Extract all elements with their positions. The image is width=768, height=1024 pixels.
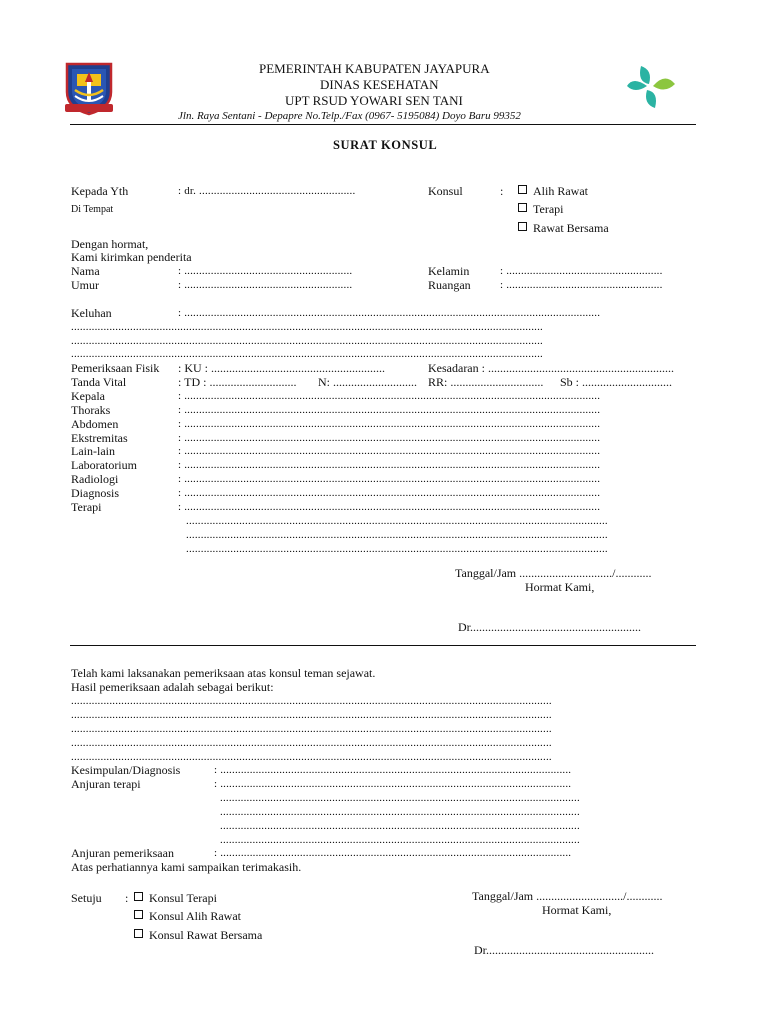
reply-line[interactable]: ................................................................................................................................................................... (71, 695, 552, 707)
crest-icon (63, 60, 115, 116)
checkbox[interactable] (518, 185, 527, 194)
anjuran-terapi-line[interactable]: .......................................................................................................................... (220, 792, 580, 804)
exam-row-field[interactable]: : ............................................................................................................................................. (178, 432, 601, 444)
exam-row-field[interactable]: : ............................................................................................................................................. (178, 404, 601, 416)
exam-row-label: Kepala (71, 389, 105, 403)
tanda-vital-label: Tanda Vital (71, 375, 127, 389)
exam-row-label: Ekstremitas (71, 431, 128, 445)
header-address: Jln. Raya Sentani - Depapre No.Telp./Fax (0967- 5195084) Doyo Baru 99352 (178, 110, 521, 122)
terapi-line[interactable]: ............................................................................................................................................... (186, 529, 608, 541)
exam-row-field[interactable]: : ............................................................................................................................................. (178, 390, 601, 402)
health-logo-icon (625, 64, 677, 110)
header-divider (70, 124, 696, 125)
keluhan-label: Keluhan (71, 306, 112, 320)
keluhan-line[interactable]: ................................................................................................................................................................ (71, 348, 543, 360)
kelamin-label: Kelamin (428, 264, 470, 278)
setuju-colon: : (125, 891, 129, 905)
header-line2: DINAS KESEHATAN (320, 77, 439, 92)
checkbox[interactable] (134, 892, 143, 901)
keluhan-line[interactable]: ................................................................................................................................................................ (71, 321, 543, 333)
approval-konsul-alih-rawat[interactable]: Konsul Alih Rawat (134, 909, 241, 923)
exam-row-label: Terapi (71, 500, 102, 514)
document-title: SURAT KONSUL (333, 138, 438, 152)
checkbox[interactable] (518, 222, 527, 231)
kesimpulan-label: Kesimpulan/Diagnosis (71, 763, 181, 777)
exam-row-field[interactable]: : ............................................................................................................................................. (178, 418, 601, 430)
anjuran-terapi-label: Anjuran terapi (71, 777, 141, 791)
option-alih-rawat[interactable]: Alih Rawat (518, 184, 588, 198)
ruangan-label: Ruangan (428, 278, 471, 292)
greeting-line1: Dengan hormat, (71, 237, 149, 251)
umur-field[interactable]: : ......................................................... (178, 279, 353, 291)
td-field[interactable]: : TD : ............................. (178, 375, 297, 389)
section-divider (70, 645, 696, 646)
hormat-kami: Hormat Kami, (525, 580, 595, 594)
nama-label: Nama (71, 264, 100, 278)
regency-crest (63, 60, 115, 116)
kepada-label: Kepada Yth (71, 184, 129, 198)
closing-text: Atas perhatiannya kami sampaikan terimakasih. (71, 860, 302, 874)
ditempat-label: Di Tempat (71, 204, 114, 215)
keluhan-field[interactable]: : ............................................................................................................................................. (178, 307, 601, 319)
exam-row-field[interactable]: : ............................................................................................................................................. (178, 473, 601, 485)
sb-field[interactable]: Sb : .............................. (560, 375, 673, 389)
exam-row-field[interactable]: : ............................................................................................................................................. (178, 445, 601, 457)
checkbox[interactable] (134, 929, 143, 938)
kepada-field[interactable]: : dr. ..................................................... (178, 185, 356, 197)
tanggal-jam-field[interactable]: Tanggal/Jam .............................../............ (455, 566, 652, 580)
anjuran-terapi-line[interactable]: .......................................................................................................................... (220, 820, 580, 832)
approval-konsul-terapi[interactable]: Konsul Terapi (134, 891, 217, 905)
keluhan-line[interactable]: ................................................................................................................................................................ (71, 335, 543, 347)
konsul-colon: : (500, 184, 504, 198)
nadi-field[interactable]: N: ............................ (318, 375, 417, 389)
exam-row-label: Laboratorium (71, 458, 137, 472)
exam-row-field[interactable]: : ............................................................................................................................................. (178, 501, 601, 513)
nama-field[interactable]: : ......................................................... (178, 265, 353, 277)
anjuran-terapi-line[interactable]: .......................................................................................................................... (220, 806, 580, 818)
konsul-label: Konsul (428, 184, 463, 198)
greeting-line2: Kami kirimkan penderita (71, 250, 192, 264)
checkbox[interactable] (134, 910, 143, 919)
exam-row-field[interactable]: : ............................................................................................................................................. (178, 487, 601, 499)
ruangan-field[interactable]: : ..................................................... (500, 279, 663, 291)
exam-row-label: Lain-lain (71, 444, 115, 458)
doctor-signature-field[interactable]: Dr......................................................... (458, 620, 641, 634)
reply-line[interactable]: ................................................................................................................................................................... (71, 709, 552, 721)
terapi-line[interactable]: ............................................................................................................................................... (186, 543, 608, 555)
approval-konsul-rawat-bersama[interactable]: Konsul Rawat Bersama (134, 928, 262, 942)
option-rawat-bersama[interactable]: Rawat Bersama (518, 221, 609, 235)
doctor-signature-field-2[interactable]: Dr........................................................ (474, 943, 654, 957)
anjuran-terapi-line[interactable]: .......................................................................................................................... (220, 834, 580, 846)
tanggal-jam-field-2[interactable]: Tanggal/Jam ............................./............ (472, 889, 663, 903)
exam-row-field[interactable]: : ............................................................................................................................................. (178, 459, 601, 471)
anjuran-terapi-field[interactable]: : ....................................................................................................................... (214, 778, 572, 790)
reply-line[interactable]: ................................................................................................................................................................... (71, 751, 552, 763)
exam-row-label: Abdomen (71, 417, 119, 431)
reply-line[interactable]: ................................................................................................................................................................... (71, 723, 552, 735)
setuju-label: Setuju (71, 891, 102, 905)
anjuran-pemeriksaan-label: Anjuran pemeriksaan (71, 846, 174, 860)
anjuran-pemeriksaan-field[interactable]: : ....................................................................................................................... (214, 847, 572, 859)
exam-row-label: Radiologi (71, 472, 119, 486)
reply-line1: Telah kami laksanakan pemeriksaan atas konsul teman sejawat. (71, 666, 376, 680)
header-line1: PEMERINTAH KABUPATEN JAYAPURA (259, 61, 490, 76)
pemeriksaan-fisik-label: Pemeriksaan Fisik (71, 361, 160, 375)
option-terapi[interactable]: Terapi (518, 202, 563, 216)
kesadaran-field[interactable]: Kesadaran : .............................................................. (428, 361, 674, 375)
reply-line[interactable]: ................................................................................................................................................................... (71, 737, 552, 749)
terapi-line[interactable]: ............................................................................................................................................... (186, 515, 608, 527)
exam-row-label: Diagnosis (71, 486, 119, 500)
umur-label: Umur (71, 278, 99, 292)
kesimpulan-field[interactable]: : ....................................................................................................................... (214, 764, 572, 776)
checkbox[interactable] (518, 203, 527, 212)
kelamin-field[interactable]: : ..................................................... (500, 265, 663, 277)
exam-row-label: Thoraks (71, 403, 111, 417)
ministry-logo (625, 64, 677, 110)
hormat-kami-2: Hormat Kami, (542, 903, 612, 917)
rr-field[interactable]: RR: ............................... (428, 375, 544, 389)
header-line3: UPT RSUD YOWARI SEN TANI (285, 93, 463, 108)
ku-field[interactable]: : KU : .......................................................... (178, 361, 385, 375)
reply-line2: Hasil pemeriksaan adalah sebagai berikut: (71, 680, 274, 694)
